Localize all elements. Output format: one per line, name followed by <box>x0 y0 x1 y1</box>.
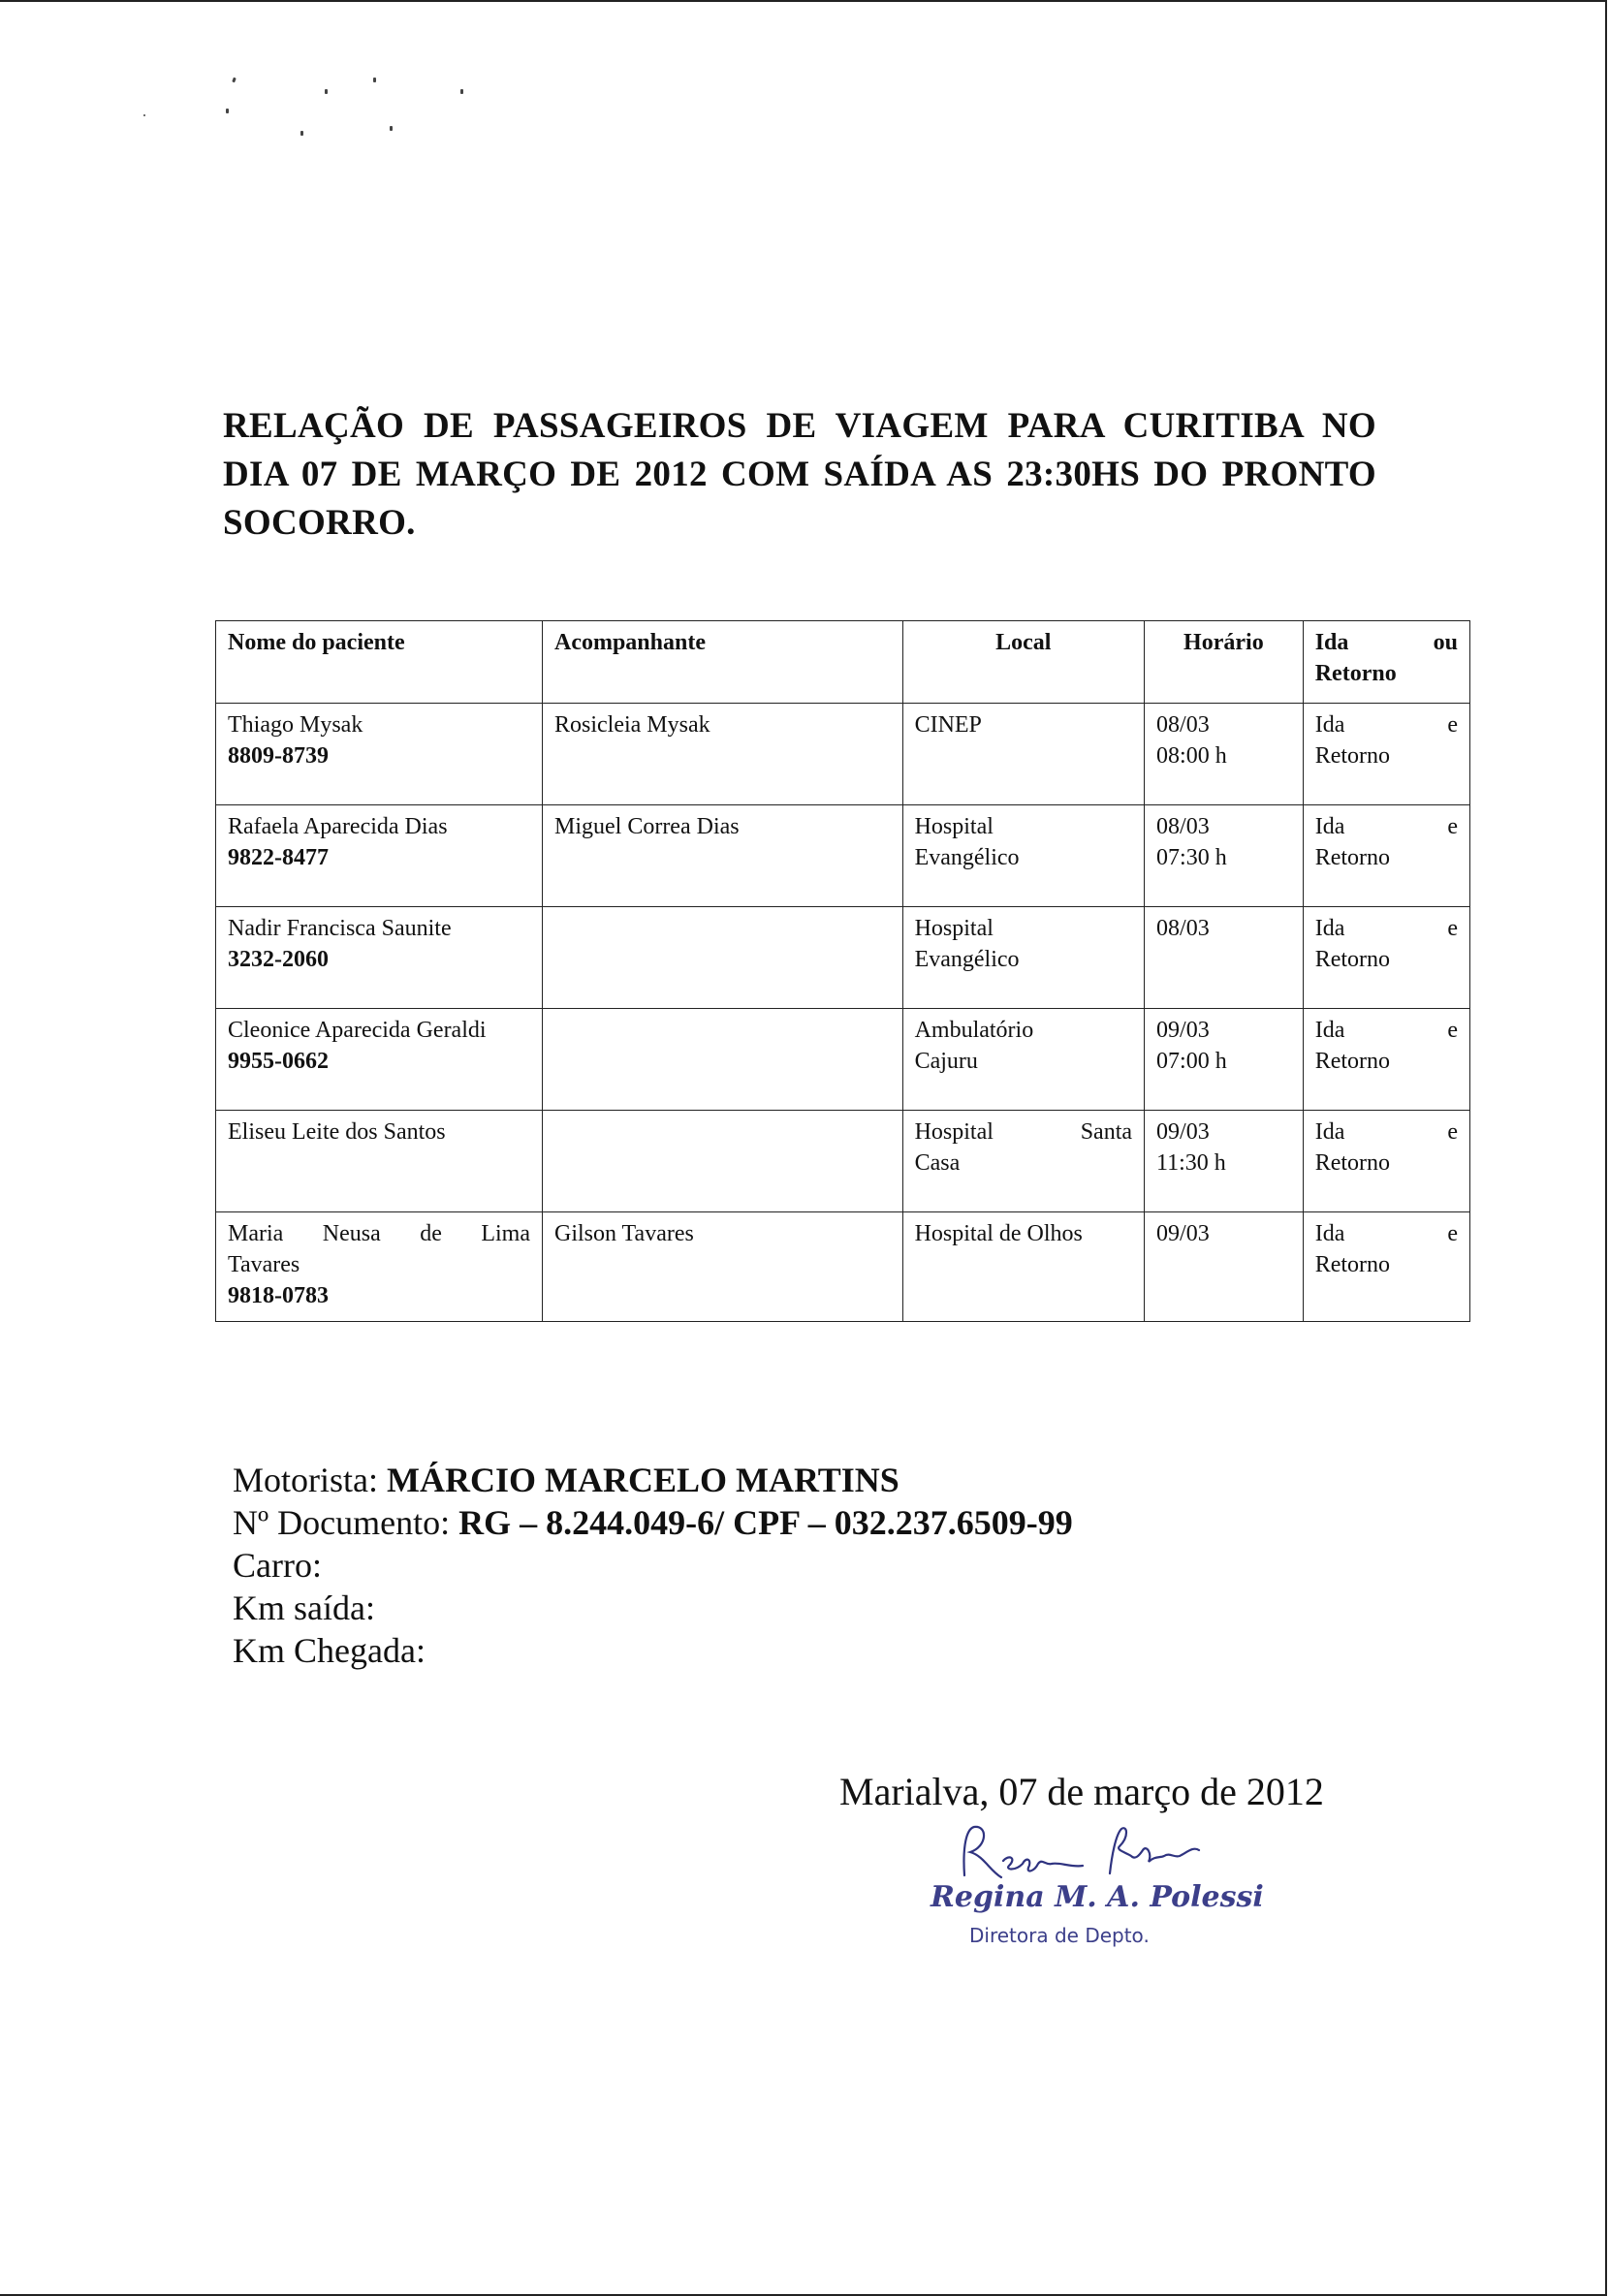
motorista-row <box>233 1459 1073 1501</box>
time: 11:30 h <box>1156 1150 1226 1176</box>
cell-horario <box>1145 704 1304 805</box>
cell-local <box>902 805 1144 907</box>
table-row <box>216 704 1470 805</box>
ida-line: Ida e <box>1314 1221 1458 1246</box>
ida-line: Ida e <box>1314 712 1458 738</box>
cell-ida-retorno <box>1303 1009 1469 1111</box>
cell-local <box>902 1212 1144 1322</box>
ida-line: Ida e <box>1314 1018 1458 1043</box>
retorno-line: Retorno <box>1314 1252 1391 1277</box>
cell-horario <box>1145 1212 1304 1322</box>
local-line-2: Cajuru <box>914 1049 978 1074</box>
cell-horario <box>1145 805 1304 907</box>
ida-line: Ida e <box>1314 916 1458 941</box>
retorno-line: Retorno <box>1314 947 1391 972</box>
retorno-line: Retorno <box>1314 1049 1391 1074</box>
date: 08/03 <box>1156 916 1210 941</box>
patient-phone: 9818-0783 <box>228 1283 329 1308</box>
patient-phone: 3232-2060 <box>228 947 329 972</box>
cell-horario <box>1145 1009 1304 1111</box>
patient-name: Nadir Francisca Saunite <box>228 916 452 941</box>
header-nome: Nome do paciente <box>216 621 543 704</box>
local-line-1: Hospital Santa <box>914 1119 1133 1145</box>
cell-local <box>902 1111 1144 1212</box>
place-date: Marialva, 07 de março de 2012 <box>839 1770 1324 1813</box>
local-line-1: Hospital <box>914 814 994 839</box>
local-line-1: Ambulatório <box>914 1018 1034 1043</box>
cell-nome <box>216 704 543 805</box>
local-line-2: Casa <box>914 1150 961 1176</box>
patient-phone: 9822-8477 <box>228 845 329 870</box>
local-line-2: Evangélico <box>914 845 1020 870</box>
cell-nome <box>216 1111 543 1212</box>
local-line-2: Evangélico <box>914 947 1020 972</box>
cell-horario <box>1145 907 1304 1009</box>
cell-nome <box>216 1212 543 1322</box>
cell-nome <box>216 907 543 1009</box>
local-line-1: Hospital de Olhos <box>914 1221 1083 1246</box>
header-acompanhante: Acompanhante <box>542 621 902 704</box>
ida-line: Ida e <box>1314 814 1458 839</box>
documento-value: RG – 8.244.049-6/ CPF – 032.237.6509-99 <box>458 1503 1073 1542</box>
cell-nome <box>216 1009 543 1111</box>
cell-ida-retorno <box>1303 1111 1469 1212</box>
patient-name: Thiago Mysak <box>228 712 363 738</box>
cell-acompanhante <box>542 1009 902 1111</box>
km-saida-label: Km saída: <box>233 1588 375 1627</box>
local-line-1: CINEP <box>914 712 982 738</box>
motorista-value: MÁRCIO MARCELO MARTINS <box>387 1461 899 1499</box>
cell-acompanhante <box>542 907 902 1009</box>
header-retorno-line: Retorno <box>1314 661 1397 686</box>
header-ida-ou-retorno <box>1303 621 1469 704</box>
date: 09/03 <box>1156 1018 1210 1043</box>
cell-horario <box>1145 1111 1304 1212</box>
patient-name: Maria Neusa de Lima <box>228 1221 530 1246</box>
carro-label: Carro: <box>233 1546 322 1585</box>
header-ida-line: Ida ou <box>1314 630 1458 655</box>
local-line-1: Hospital <box>914 916 994 941</box>
cell-ida-retorno <box>1303 1212 1469 1322</box>
companion-name: Rosicleia Mysak <box>553 712 710 738</box>
time: 07:00 h <box>1156 1049 1227 1074</box>
retorno-line: Retorno <box>1314 1150 1391 1176</box>
cell-local <box>902 1009 1144 1111</box>
patient-name-cont: Tavares <box>228 1252 300 1277</box>
documento-label: Nº Documento: <box>233 1503 451 1542</box>
patient-name: Eliseu Leite dos Santos <box>228 1119 446 1145</box>
date: 08/03 <box>1156 712 1210 738</box>
director-stamp <box>892 1817 1299 1963</box>
table-row <box>216 1212 1470 1322</box>
table-row <box>216 805 1470 907</box>
motorista-label: Motorista: <box>233 1461 378 1499</box>
cell-ida-retorno <box>1303 907 1469 1009</box>
cell-acompanhante <box>542 805 902 907</box>
header-horario: Horário <box>1145 621 1304 704</box>
cell-nome <box>216 805 543 907</box>
patient-phone: 9955-0662 <box>228 1049 329 1074</box>
time: 07:30 h <box>1156 845 1227 870</box>
date: 08/03 <box>1156 814 1210 839</box>
patient-name: Rafaela Aparecida Dias <box>228 814 448 839</box>
cell-ida-retorno <box>1303 704 1469 805</box>
date: 09/03 <box>1156 1221 1210 1246</box>
km-chegada-label: Km Chegada: <box>233 1631 426 1670</box>
cell-acompanhante <box>542 704 902 805</box>
table-row <box>216 1009 1470 1111</box>
cell-acompanhante <box>542 1212 902 1322</box>
table-header-row <box>216 621 1470 704</box>
document-title: RELAÇÃO DE PASSAGEIROS DE VIAGEM PARA CURITIBA NO DIA 07 DE MARÇO DE 2012 COM SAÍDA AS 23:30HS DO PRONTO SOCORRO. <box>223 406 1376 543</box>
cell-local <box>902 704 1144 805</box>
companion-name: Gilson Tavares <box>553 1221 694 1246</box>
stamp-role: Diretora de Depto. <box>969 1924 1150 1947</box>
ida-line: Ida e <box>1314 1119 1458 1145</box>
companion-name: Miguel Correa Dias <box>553 814 740 839</box>
cell-local <box>902 907 1144 1009</box>
cell-acompanhante <box>542 1111 902 1212</box>
passenger-table <box>215 620 1470 1322</box>
table-row <box>216 907 1470 1009</box>
stamp-name: Regina M. A. Polessi <box>931 1880 1264 1914</box>
documento-row <box>233 1501 1073 1544</box>
header-local: Local <box>902 621 1144 704</box>
time: 08:00 h <box>1156 743 1227 769</box>
patient-phone: 8809-8739 <box>228 743 329 769</box>
date: 09/03 <box>1156 1119 1210 1145</box>
table-row <box>216 1111 1470 1212</box>
patient-name: Cleonice Aparecida Geraldi <box>228 1018 487 1043</box>
retorno-line: Retorno <box>1314 743 1391 769</box>
cell-ida-retorno <box>1303 805 1469 907</box>
trip-info <box>233 1459 1073 1672</box>
retorno-line: Retorno <box>1314 845 1391 870</box>
